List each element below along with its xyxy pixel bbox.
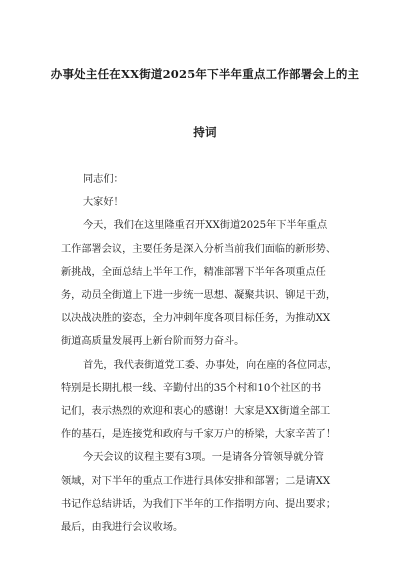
paragraph-line: 今天会议的议程主要有3项。一是请各分管领导就分管: [83, 452, 324, 464]
paragraph-line: 记们，表示热烈的欢迎和衷心的感谢！大家是XX街道全部工: [61, 406, 331, 418]
document-body: [61, 168, 351, 539]
paragraph-line: 今天，我们在这里隆重召开XX街道2025年下半年重点: [83, 220, 328, 232]
paragraph-3: [61, 446, 351, 539]
paragraph-line: 特别是长期扎根一线、辛勤付出的35个村和10个社区的书: [61, 382, 322, 394]
paragraph-1: [61, 214, 351, 353]
paragraph-line: 以决战决胜的姿态，全力冲刺年度各项目标任务，为推动XX: [61, 313, 331, 325]
paragraph-line: 领域，对下半年的重点工作进行具体安排和部署；二是请XX: [61, 475, 331, 487]
paragraph-line: 务，动员全街道上下进一步统一思想、凝聚共识、铆足干劲，: [61, 290, 337, 302]
paragraph-line: 作的基石，是连接党和政府与千家万户的桥梁，大家辛苦了！: [61, 429, 337, 441]
paragraph-2: [61, 354, 351, 447]
paragraph-line: 工作部署会议，主要任务是深入分析当前我们面临的新形势、: [61, 243, 337, 255]
paragraph-line: 首先，我代表街道党工委、办事处，向在座的各位同志，: [83, 359, 338, 371]
document-title-line-1: 办事处主任在XX街道2025年下半年重点工作部署会上的主: [50, 67, 360, 81]
paragraph-line: 书记作总结讲话，为我们下半年的工作指明方向、提出要求；: [61, 498, 337, 510]
paragraph-line: 最后，由我进行会议收场。: [61, 522, 184, 534]
document-title-line-2: 持词: [193, 125, 217, 139]
paragraph-line: 街道高质量发展再上新台阶而努力奋斗。: [61, 336, 245, 348]
salutation: 同志们：: [83, 174, 124, 185]
paragraph-line: 新挑战，全面总结上半年工作，精准部署下半年各项重点任: [61, 266, 326, 278]
greeting: 大家好！: [83, 197, 124, 209]
